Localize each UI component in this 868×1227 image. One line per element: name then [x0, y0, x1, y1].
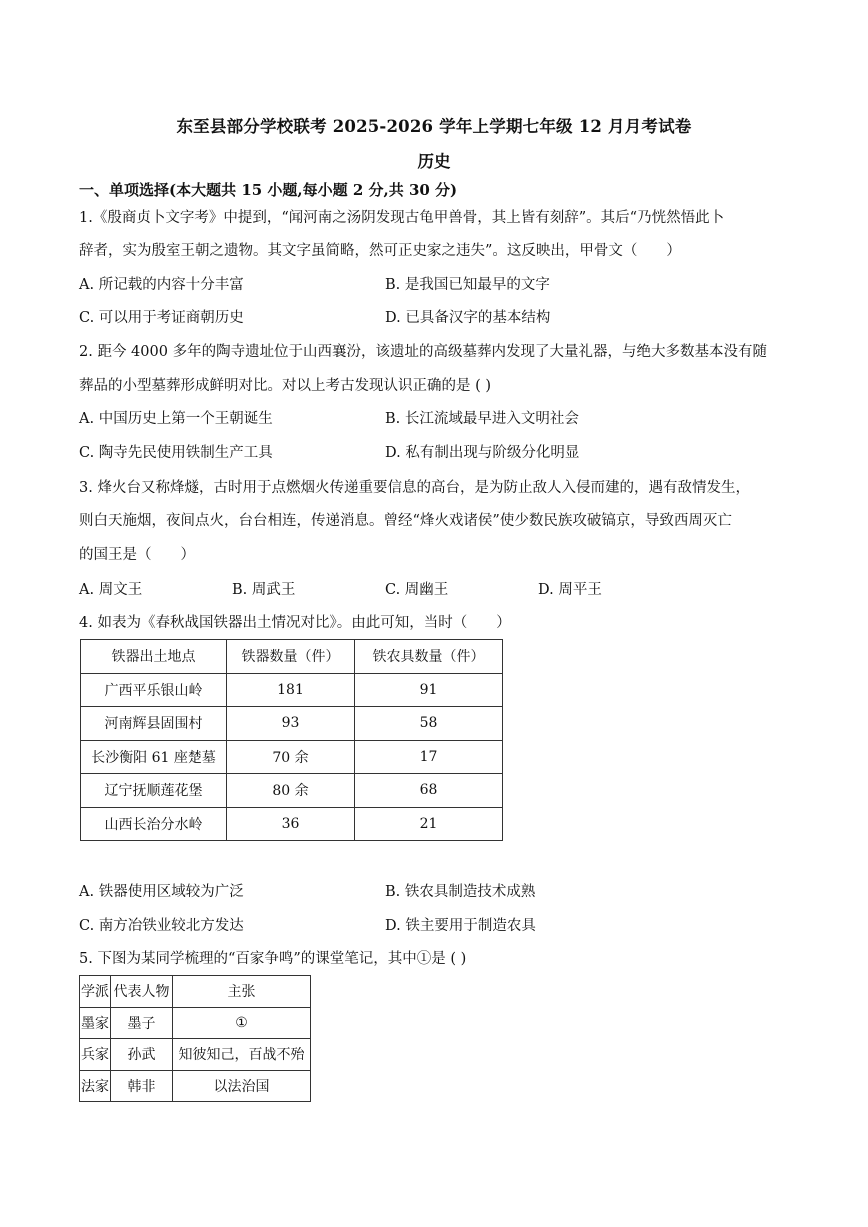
q1-stem-line2: 辞者，实为殷室王朝之遗物。其文字虽简略，然可正史家之违失”。这反映出，甲骨文（ ）	[79, 243, 681, 259]
table-header-cell: 学派	[80, 976, 111, 1008]
q1-option-b: B. 是我国已知最早的文字	[385, 277, 550, 293]
subject-title: 历史	[417, 152, 451, 171]
table-row	[80, 1039, 311, 1071]
iron-artifacts-table	[80, 639, 503, 841]
table-cell: 山西长治分水岭	[81, 807, 227, 841]
table-row	[81, 707, 503, 741]
q5-stem-line1: 5. 下图为某同学梳理的“百家争鸣”的课堂笔记，其中①是 ( )	[79, 951, 467, 967]
q2-option-d: D. 私有制出现与阶级分化明显	[385, 445, 580, 461]
table-row	[81, 673, 503, 707]
table-cell: 河南辉县固围村	[81, 707, 227, 741]
table-cell: 墨子	[111, 1007, 173, 1039]
table-cell: 长沙衡阳 61 座楚墓	[81, 740, 227, 774]
q2-stem-line2: 葬品的小型墓葬形成鲜明对比。对以上考古发现认识正确的是 ( )	[79, 378, 492, 394]
q2-stem-line1: 2. 距今 4000 多年的陶寺遗址位于山西襄汾，该遗址的高级墓葬内发现了大量礼器，与绝大多数基本没有随	[79, 344, 768, 360]
q4-option-a: A. 铁器使用区域较为广泛	[79, 884, 244, 900]
table-cell: 辽宁抚顺莲花堡	[81, 774, 227, 808]
table-cell: 广西平乐银山岭	[81, 673, 227, 707]
table-cell: 法家	[80, 1070, 111, 1102]
q3-option-c: C. 周幽王	[385, 582, 449, 598]
q2-option-a: A. 中国历史上第一个王朝诞生	[79, 411, 273, 427]
table-cell: 韩非	[111, 1070, 173, 1102]
table-header-cell: 铁器出土地点	[81, 640, 227, 674]
table-cell: 17	[355, 740, 503, 774]
table-cell: 70 余	[227, 740, 355, 774]
table-cell: 兵家	[80, 1039, 111, 1071]
q2-option-c: C. 陶寺先民使用铁制生产工具	[79, 445, 273, 461]
q3-option-a: A. 周文王	[79, 582, 143, 598]
table-cell: 93	[227, 707, 355, 741]
q4-option-b: B. 铁农具制造技术成熟	[385, 884, 536, 900]
q3-option-b: B. 周武王	[232, 582, 296, 598]
q3-option-d: D. 周平王	[538, 582, 602, 598]
table-cell: 知彼知己，百战不殆	[173, 1039, 311, 1071]
q3-stem-line2: 则白天施烟，夜间点火，台台相连，传递消息。曾经“烽火戏诸侯”使少数民族攻破镐京，导致西周灭亡	[79, 513, 732, 529]
table-cell: 80 余	[227, 774, 355, 808]
q1-option-d: D. 已具备汉字的基本结构	[385, 310, 551, 326]
table-row	[81, 774, 503, 808]
q1-option-c: C. 可以用于考证商朝历史	[79, 310, 244, 326]
q4-option-c: C. 南方冶铁业较北方发达	[79, 918, 244, 934]
table-cell: 91	[355, 673, 503, 707]
table-cell: 36	[227, 807, 355, 841]
table-header-row	[80, 976, 311, 1008]
table-cell: 58	[355, 707, 503, 741]
table-header-row	[81, 640, 503, 674]
table-header-cell: 铁农具数量（件）	[355, 640, 503, 674]
table-cell: 墨家	[80, 1007, 111, 1039]
table-cell: 孙武	[111, 1039, 173, 1071]
q4-stem-line1: 4. 如表为《春秋战国铁器出土情况对比》。由此可知，当时（ ）	[79, 615, 511, 631]
section-heading: 一、单项选择(本大题共 15 小题,每小题 2 分,共 30 分)	[79, 181, 458, 199]
table-row	[80, 1007, 311, 1039]
table-header-cell: 铁器数量（件）	[227, 640, 355, 674]
table-header-cell: 主张	[173, 976, 311, 1008]
q3-stem-line1: 3. 烽火台又称烽燧，古时用于点燃烟火传递重要信息的高台，是为防止敌人入侵而建的，遇有敌情发生，	[79, 480, 750, 496]
table-header-cell: 代表人物	[111, 976, 173, 1008]
table-cell: 181	[227, 673, 355, 707]
q2-option-b: B. 长江流域最早进入文明社会	[385, 411, 579, 427]
hundred-schools-table	[79, 975, 311, 1102]
q3-stem-line3: 的国王是（ ）	[79, 547, 195, 563]
table-row	[81, 807, 503, 841]
table-cell: ①	[173, 1007, 311, 1039]
table-row	[81, 740, 503, 774]
q1-option-a: A. 所记载的内容十分丰富	[79, 277, 244, 293]
table-cell: 68	[355, 774, 503, 808]
q4-option-d: D. 铁主要用于制造农具	[385, 918, 536, 934]
table-cell: 21	[355, 807, 503, 841]
table-cell: 以法治国	[173, 1070, 311, 1102]
q1-stem-line1: 1.《殷商贞卜文字考》中提到，“闻河南之汤阴发现古龟甲兽骨，其上皆有刻辞”。其后“乃恍然悟此卜	[79, 210, 725, 226]
table-row	[80, 1070, 311, 1102]
exam-title: 东至县部分学校联考 2025-2026 学年上学期七年级 12 月月考试卷	[176, 117, 692, 136]
